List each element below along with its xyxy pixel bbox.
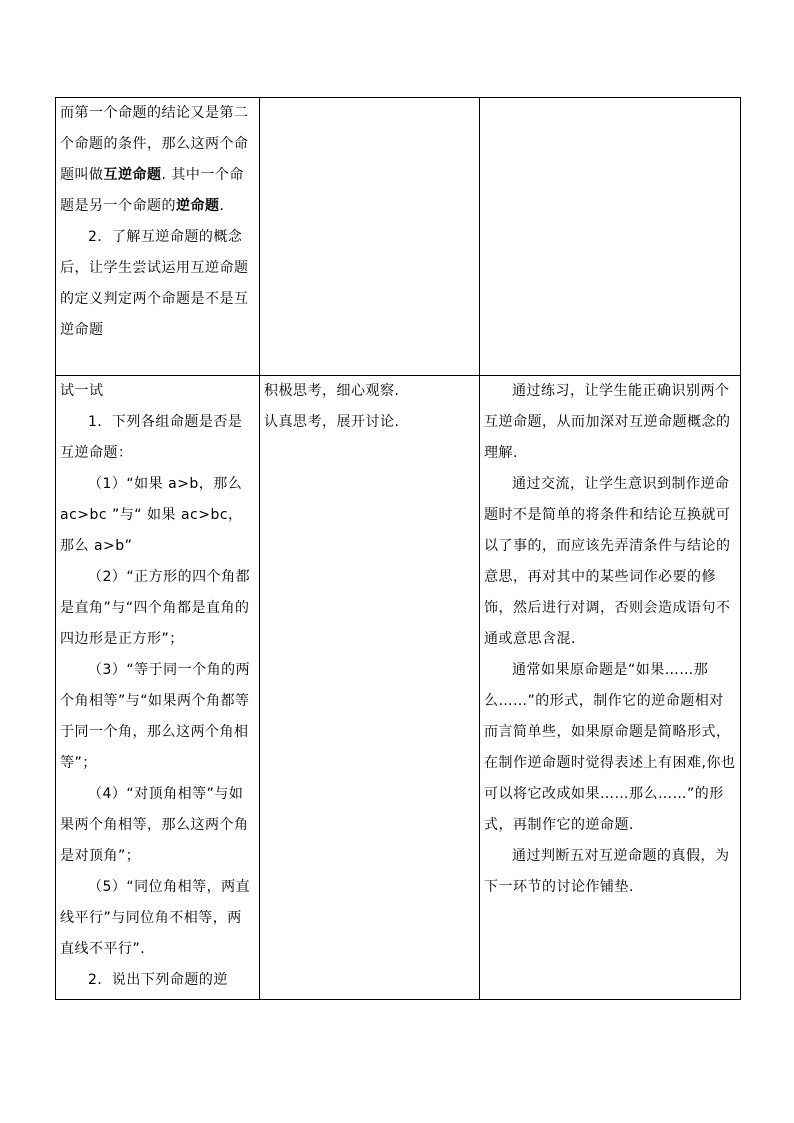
table-row [56,98,741,376]
row2-col3-cell [480,376,741,1000]
activity-2-paragraph: 2．了解互逆命题的概念后，让学生尝试运用互逆命题的定义判定两个命题是不是互逆命题 [60,229,249,338]
lesson-plan-table [55,97,741,1000]
item-2: （2）“正方形的四个角都是直角”与“四个角都是直角的四边形是正方形”； [60,569,251,647]
design-intent-4: 通过判断五对互逆命题的真假，为下一环节的讨论作铺垫. [484,848,730,895]
definition-text-cont: . 其中一个命题是另一个命题的 [60,167,244,214]
row1-col1-cell [56,98,260,376]
table-row [56,376,741,1000]
section-heading: 试一试 [60,383,104,399]
item-1: （1）“如果 a>b，那么 ac>bc ”与“ 如果 ac>bc，那么 a>b” [60,476,243,554]
definition-paragraph [60,98,255,222]
design-intent-2: 通过交流，让学生意识到制作逆命题时不是简单的将条件和结论互换就可以了事的，而应该先弄清条件与结论的意思，再对其中的某些词作必要的修饰，然后进行对调，否则会造成语句不通或意思含混. [484,476,731,647]
question-2: 2．说出下列命题的逆 [88,972,228,988]
row1-col3-cell [480,98,741,376]
item-4: （4）“对顶角相等”与如果两个角相等，那么这两个角是对顶角”； [60,786,249,864]
student-activity-line-2: 认真思考，展开讨论. [264,414,400,430]
definition-text: 而第一个命题的结论又是第二个命题的条件，那么这两个命题叫做 [60,105,249,183]
design-intent-3: 通常如果原命题是“如果……那么……”的形式，制作它的逆命题相对而言简单些，如果原命题是简略形式，在制作逆命题时觉得表述上有困难,你也可以将它改成如果……那么……”的形式，再制作它的逆命题. [484,662,736,833]
row2-col1-cell [56,376,260,1000]
term-mutual-converse: 互逆命题 [103,167,162,183]
row1-col2-cell [260,98,480,376]
student-activity-line-1: 积极思考，细心观察. [264,383,400,399]
definition-text-end: . [219,198,225,214]
item-5: （5）“同位角相等，两直线平行”与同位角不相等，两直线不平行”. [60,879,251,957]
row2-col2-cell [260,376,480,1000]
term-converse: 逆命题 [176,198,220,214]
design-intent-1: 通过练习，让学生能正确识别两个互逆命题，从而加深对互逆命题概念的理解. [484,383,731,461]
item-3: （3）“等于同一个角的两个角相等”与“如果两个角都等于同一个角，那么这两个角相等”； [60,662,251,771]
question-1: 1．下列各组命题是否是互逆命题： [60,414,243,461]
